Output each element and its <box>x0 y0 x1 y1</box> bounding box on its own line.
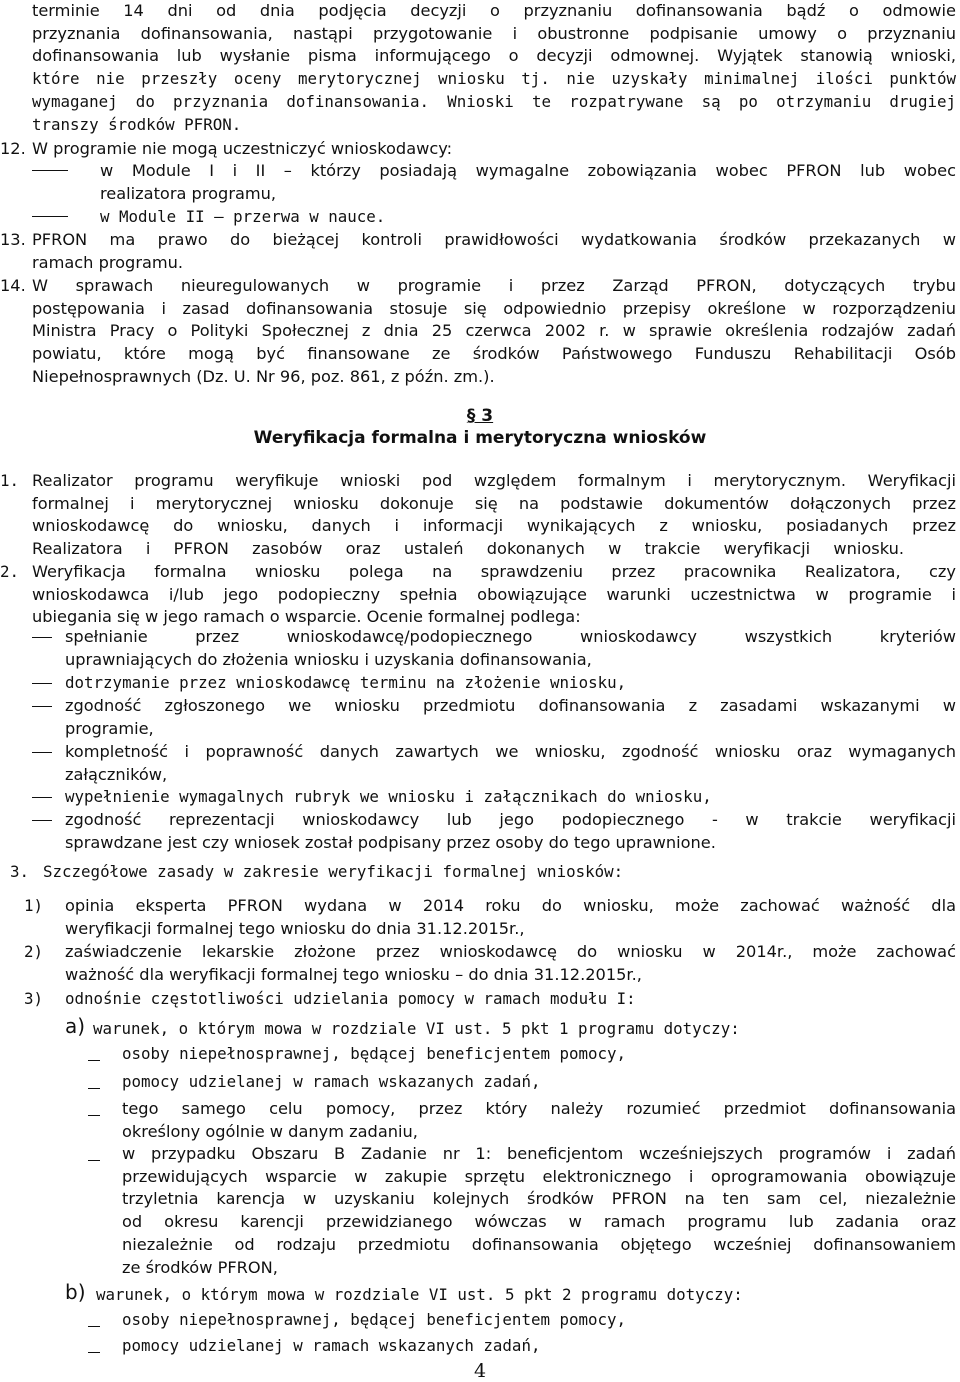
text-line: załączników, <box>65 764 168 784</box>
text-line: powiatu, które mogą być finansowane ze środków Państwowego Funduszu Rehabilitacji Osób <box>32 344 956 364</box>
text-line: realizatora programu, <box>100 183 277 203</box>
item-12-dash-1 <box>100 160 956 205</box>
dash-bullet <box>32 797 52 798</box>
sub-a-text: warunek, o którym mowa w rozdziale VI ust. 5 pkt 1 programu dotyczy: <box>93 1019 740 1038</box>
text-line: wnioskodawcę do wniosku, danych i informacji wynikających z wniosku, posiadanych przez <box>32 516 956 536</box>
section-title: Weryfikacja formalna i merytoryczna wniosków <box>253 428 707 448</box>
text-line: formalnej i merytorycznej wniosku dokonuje się na podstawie dokumentów dołączonych przez <box>32 493 956 513</box>
text-line: W sprawach nieuregulowanych w programie i przez Zarząd PFRON, dotyczących trybu <box>32 276 956 295</box>
item-number: 3) <box>24 989 44 1008</box>
s3-item-2 <box>65 941 956 986</box>
item-number: 2. <box>0 562 20 581</box>
dash-bullet <box>88 1160 100 1161</box>
text-line: terminie 14 dni od dnia podjęcia decyzji o przyznaniu dofinansowania bądź o odmowie <box>32 1 956 20</box>
text-line: opinia eksperta PFRON wydana w 2014 roku do wniosku, może zachować ważność dla <box>65 896 956 915</box>
text-line: określony ogólnie w danym zadaniu, <box>122 1121 418 1141</box>
item-number: 1) <box>24 896 44 915</box>
s3-item-1 <box>65 895 956 940</box>
text-line: w przypadku Obszaru B Zadanie nr 1: beneficjentom wcześniejszych programów i zadań <box>122 1144 956 1163</box>
text-line: ważność dla weryfikacji formalnej tego wniosku – do dnia 31.12.2015r., <box>65 964 642 984</box>
text-line: Weryfikacja formalna wniosku polega na sprawdzeniu przez pracownika Realizatora, czy <box>32 562 956 581</box>
text-line: programie, <box>65 718 154 738</box>
sub-letter: b) <box>65 1280 86 1304</box>
dash-bullet <box>32 752 52 753</box>
item-13-text <box>32 229 956 274</box>
text-line: które nie przeszły oceny merytorycznej wniosku tj. nie uzyskały minimalnej ilości punktów <box>32 69 956 89</box>
text-line: tego samego celu pomocy, przez który należy rozumieć przedmiot dofinansowania <box>122 1099 956 1118</box>
text-line: transzy środków PFRON. <box>32 114 242 134</box>
sub-b-text: warunek, o którym mowa w rozdziale VI ust. 5 pkt 2 programu dotyczy: <box>96 1285 743 1304</box>
text-line: Ministra Pracy o Polityki Społecznej z dnia 25 czerwca 2002 r. w sprawie określenia rodzajów zadań <box>32 321 956 341</box>
text-line: Niepełnosprawnych (Dz. U. Nr 96, poz. 861, z późn. zm.). <box>32 366 495 386</box>
dash-bullet <box>32 170 68 171</box>
text-line: zaświadczenie lekarskie złożone przez wnioskodawcę do wniosku w 2014r., może zachować <box>65 942 956 961</box>
text-line: ze środków PFRON, <box>122 1257 278 1277</box>
text-line: przewidujących wsparcie w zakupie sprzętu elektronicznego i oprogramowania obowiązuje <box>122 1166 956 1186</box>
item-number: 12. <box>0 139 26 158</box>
dash-bullet <box>32 637 52 638</box>
dash-bullet <box>32 706 52 707</box>
text-line: przyznania dofinansowania, nastąpi przygotowanie i obustronne podpisanie umowy o przyznaniu <box>32 23 956 43</box>
text-line: weryfikacji formalnej tego wniosku do dnia 31.12.2015r., <box>65 918 525 938</box>
text-line: sprawdzane jest czy wniosek został podpisany przez osoby do tego uprawnione. <box>65 832 716 852</box>
dash-bullet <box>32 216 68 217</box>
s3-item-3: odnośnie częstotliwości udzielania pomocy w ramach modułu I: <box>65 989 636 1008</box>
text-line: wymaganej do przyznania dofinansowania. Wnioski te rozpatrywane są po otrzymaniu drugiej <box>32 91 956 111</box>
text-line: dofinansowania lub wysłanie pisma informującego o decyzji odmownej. Wyjątek stanowią wnioski, <box>32 46 956 66</box>
text-line: kompletność i poprawność danych zawartych we wniosku, zgodność wniosku oraz wymaganych <box>65 742 956 761</box>
sub-a-dash-1: osoby niepełnosprawnej, będącej beneficjentem pomocy, <box>122 1044 627 1063</box>
s2-dash-3 <box>65 695 956 740</box>
intro-paragraph <box>32 0 956 136</box>
text-line: zgodność reprezentacji wnioskodawcy lub jego podopiecznego - w trakcie weryfikacji <box>65 810 956 829</box>
dash-bullet <box>88 1352 100 1353</box>
s3-text: Szczegółowe zasady w zakresie weryfikacji formalnej wniosków: <box>43 862 624 881</box>
sub-a-dash-4 <box>122 1143 956 1279</box>
sub-a-dash-2: pomocy udzielanej w ramach wskazanych zadań, <box>122 1072 541 1091</box>
sub-letter: a) <box>65 1014 86 1038</box>
text-line: postępowania i zasad dofinansowania stosuje się odpowiednio przepisy określone w rozporządzeniu <box>32 298 956 318</box>
item-number: 13. <box>0 230 26 249</box>
section-number: § 3 <box>466 406 494 426</box>
text-line: od okresu karencji przewidzianego wówczas w ramach programu lub zadania oraz <box>122 1212 956 1232</box>
dash-bullet <box>32 683 52 684</box>
text-line: trzyletnia karencja w uzyskaniu kolejnych środków PFRON na ten sam cel, niezależnie <box>122 1189 956 1209</box>
text-line: Realizatora i PFRON zasobów oraz ustaleń dokonanych w trakcie weryfikacji wniosku. <box>32 539 904 559</box>
page-number: 4 <box>473 1360 487 1382</box>
text-line: PFRON ma prawo do bieżącej kontroli prawidłowości wydatkowania środków przekazanych w <box>32 230 956 249</box>
s2-dash-1 <box>65 626 956 671</box>
dash-bullet <box>32 820 52 821</box>
item-12-dash-2: w Module II – przerwa w nauce. <box>100 207 386 226</box>
s2-text <box>32 561 956 629</box>
item-number: 1. <box>0 471 20 490</box>
s2-dash-4 <box>65 741 956 786</box>
sub-b-dash-2: pomocy udzielanej w ramach wskazanych zadań, <box>122 1336 541 1355</box>
dash-bullet <box>88 1088 100 1089</box>
dash-bullet <box>88 1326 100 1327</box>
text-line: ubiegania się w jego ramach o wsparcie. Ocenie formalnej podlega: <box>32 607 581 627</box>
text-line: ramach programu. <box>32 252 184 272</box>
item-number: 14. <box>0 276 26 295</box>
section-sign <box>0 406 960 426</box>
text-line: wnioskodawca i/lub jego podopieczny spełnia obowiązujące warunki uczestnictwa w programie i <box>32 584 956 604</box>
text-line: spełnianie przez wnioskodawcę/podopiecznego wnioskodawcy wszystkich kryteriów <box>65 627 956 646</box>
sub-b-dash-1: osoby niepełnosprawnej, będącej beneficjentem pomocy, <box>122 1310 627 1329</box>
item-12-text: W programie nie mogą uczestniczyć wnioskodawcy: <box>32 139 453 158</box>
s2-dash-2: dotrzymanie przez wnioskodawcę terminu na złożenie wniosku, <box>65 673 627 692</box>
item-14-text <box>32 275 956 389</box>
sub-a-dash-3 <box>122 1098 956 1143</box>
item-number: 3. <box>10 862 30 881</box>
text-line: niezależnie od rodzaju przedmiotu dofinansowania objętego wcześniej dofinansowaniem <box>122 1234 956 1254</box>
text-line: Realizator programu weryfikuje wnioski pod względem formalnym i merytorycznym. Weryfikacji <box>32 471 956 490</box>
s1-text <box>32 470 956 561</box>
s2-dash-6 <box>65 809 956 854</box>
text-line: w Module I i II – którzy posiadają wymagalne zobowiązania wobec PFRON lub wobec <box>100 161 956 180</box>
dash-bullet <box>88 1115 100 1116</box>
item-number: 2) <box>24 942 44 961</box>
text-line: zgodność zgłoszonego we wniosku przedmiotu dofinansowania z zasadami wskazanymi w <box>65 696 956 715</box>
dash-bullet <box>88 1060 100 1061</box>
text-line: uprawniających do złożenia wniosku i uzyskania dofinansowania, <box>65 649 592 669</box>
s2-dash-5: wypełnienie wymagalnych rubryk we wniosku i załącznikach do wniosku, <box>65 787 712 806</box>
